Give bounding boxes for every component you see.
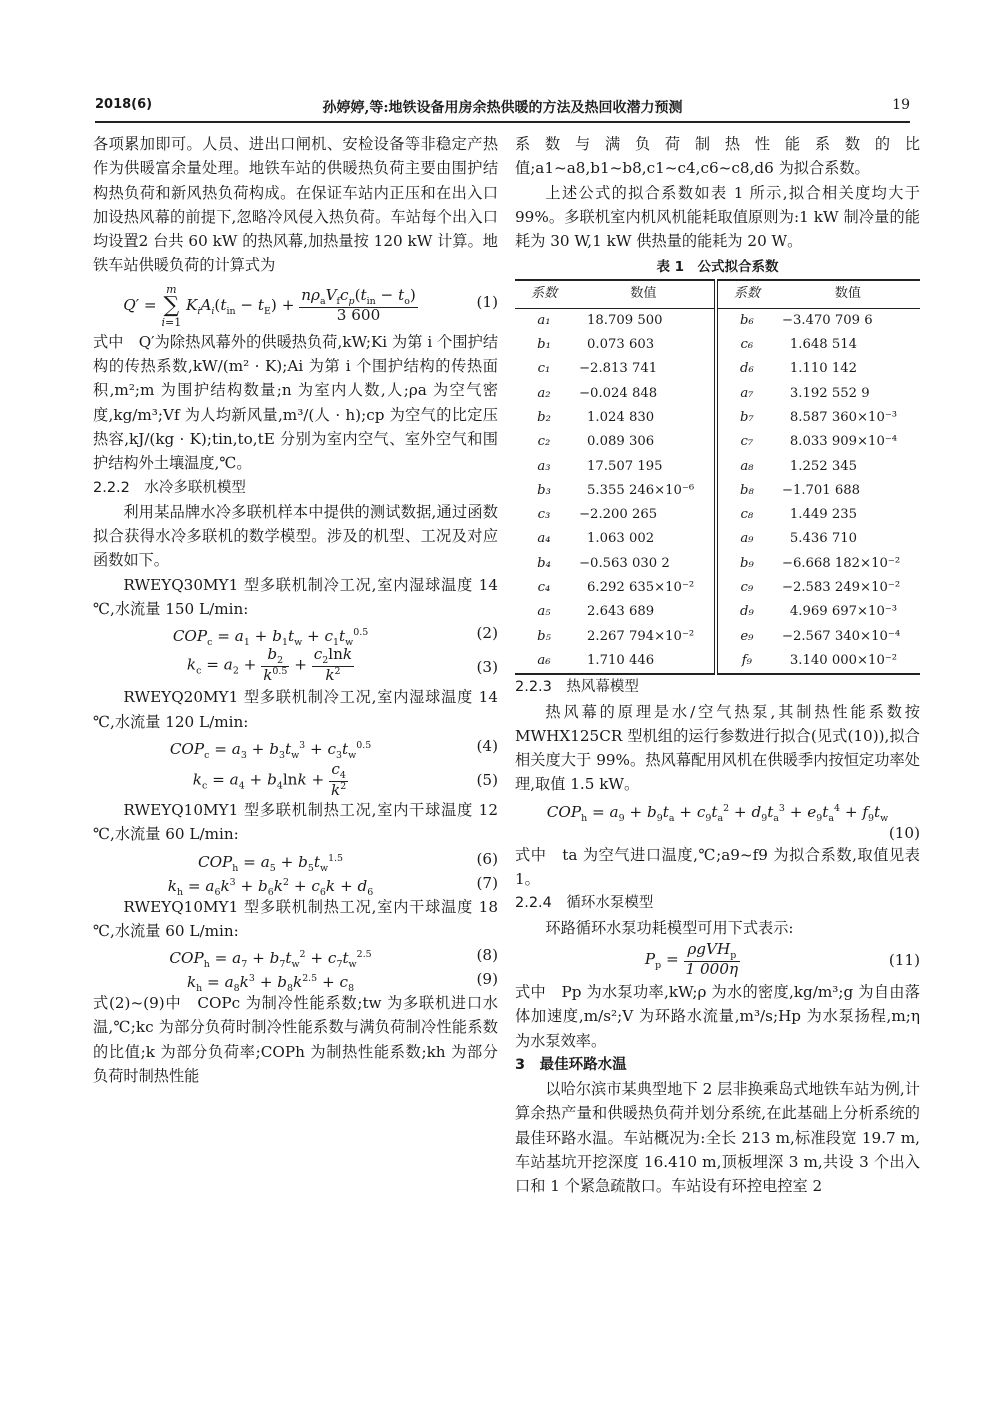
table-row xyxy=(515,600,920,624)
coefficient-value: 2.267 794×10⁻² xyxy=(573,625,716,649)
equation-number: (2) xyxy=(476,624,498,643)
coefficient-symbol: e₉ xyxy=(740,628,754,644)
coefficient-symbol: a₅ xyxy=(537,604,551,620)
coefficient-value: 5.355 246×10⁻⁶ xyxy=(573,479,716,503)
coefficient-value: 1.648 514 xyxy=(789,337,858,353)
coefficient-value: 4.969 697×10⁻³ xyxy=(789,604,898,620)
paragraph: 式(2)~(9)中 COPc 为制冷性能系数;tw 为多联机进口水温,℃;kc 为部分负荷时制冷性能系数与满负荷制冷性能系数的比值;k 为部分负荷率;COPh 为制热性能系数;kh 为部分负荷时制热性能 xyxy=(93,994,498,1086)
paragraph: 系数与满负荷制热性能系数的比值;a1~a8,b1~b8,c1~c4,c6~c8,d6 为拟合系数。 xyxy=(515,135,920,178)
coefficient-value: 1.252 345 xyxy=(789,458,858,474)
coefficient-symbol: a₃ xyxy=(537,458,551,474)
case-description: RWEYQ20MY1 型多联机制冷工况,室内湿球温度 14 ℃,水流量 120 L/min: xyxy=(93,688,498,731)
paragraph: 式中 Pp 为水泵功率,kW;ρ 为水的密度,kg/m³;g 为自由落体加速度,m/s²;V 为环路水流量,m³/s;Hp 为水泵扬程,m;η 为水泵效率。 xyxy=(515,982,920,1050)
coefficient-value: −3.470 709 6 xyxy=(781,312,873,328)
coefficient-symbol: b₂ xyxy=(537,409,551,425)
coefficient-symbol: b₃ xyxy=(537,482,551,498)
section-heading-2-2-4: 2.2.4 循环水泵模型 xyxy=(515,895,654,912)
equation-number: (1) xyxy=(476,292,498,311)
coefficient-symbol: c₄ xyxy=(537,580,551,596)
coefficient-symbol: a₁ xyxy=(537,312,551,328)
running-title: 孙婷婷,等:地铁设备用房余热供暖的方法及热回收潜力预测 xyxy=(322,100,683,116)
coefficient-symbol: c₃ xyxy=(537,507,551,523)
coefficient-symbol: c₁ xyxy=(537,361,551,377)
paragraph: 上述公式的拟合系数如表 1 所示,拟合相关度均大于 99%。多联机室内机风机能耗取值原则为:1 kW 制冷量的能耗为 30 W,1 kW 供热量的能耗为 20 W。 xyxy=(515,183,920,251)
section-heading-2-2-3: 2.2.3 热风幕模型 xyxy=(515,679,639,696)
coefficient-value: −2.200 265 xyxy=(573,503,716,527)
coefficient-value: 5.436 710 xyxy=(789,531,858,547)
coefficient-symbol: c₆ xyxy=(740,337,754,353)
coefficient-value: 3.140 000×10⁻² xyxy=(789,652,898,668)
table-row xyxy=(515,382,920,406)
coefficient-symbol: a₆ xyxy=(537,652,551,668)
equation-8: $COP_h = a_7 + b_7t_w^2 + c_7t_w^{2.5}$ (8) xyxy=(93,943,498,967)
case-description: RWEYQ10MY1 型多联机制热工况,室内干球温度 12 ℃,水流量 60 L/min: xyxy=(93,800,498,844)
coefficient-value: 18.709 500 xyxy=(573,308,716,333)
symbol-definitions: Q′为除热风幕外的供暖热负荷,kW;Ki 为第 i 个围护结构的传热系数,kW/(m² · K);Ai 为第 i 个围护结构的传热面积,m²;m 为围护结构数量;n 为室内人数,人;ρa 为空气密度,kg/m³;Vf 为人均新风量,m³/(人 · h);cp 为空气的比定压热容,kJ/(kg · K);tin,to,tE 分别为室内空气、室外空气和围护结构外土壤温度,℃。 xyxy=(93,332,499,473)
coefficient-value: 1.110 142 xyxy=(789,361,858,377)
coefficient-table xyxy=(515,279,920,675)
table-row xyxy=(515,479,920,503)
table-row xyxy=(515,333,920,357)
coefficient-symbol: c₂ xyxy=(537,434,551,450)
where-lead: 式中 xyxy=(93,332,124,351)
page-number: 19 xyxy=(892,97,910,113)
equation-9: $k_h = a_8k^3 + b_8k^{2.5} + c_8$ (9) xyxy=(93,967,498,991)
eq11-denominator: 1 000η xyxy=(685,959,739,978)
equation-2: $COP_c = a_1 + b_1t_w + c_1t_w^{0.5}$ (2) xyxy=(93,621,498,645)
paragraph: 利用某品牌水冷多联机样本中提供的测试数据,通过函数拟合获得水冷多联机的数学模型。涉及的机型、工况及对应函数如下。 xyxy=(93,502,498,570)
coefficient-value: −1.701 688 xyxy=(781,482,861,498)
table-body xyxy=(515,308,920,674)
table-row xyxy=(515,406,920,430)
paragraph: 式中 ta 为空气进口温度,℃;a9~f9 为拟合系数,取值见表 1。 xyxy=(515,845,920,889)
coefficient-value: 2.643 689 xyxy=(573,600,716,624)
coefficient-value: 6.292 635×10⁻² xyxy=(573,576,716,600)
coefficient-value: −2.813 741 xyxy=(573,357,716,381)
coefficient-symbol: d₉ xyxy=(740,604,754,620)
coefficient-value: 17.507 195 xyxy=(573,455,716,479)
column-header: 系数 xyxy=(515,280,573,308)
equation-number: (10) xyxy=(888,823,920,842)
coefficient-symbol: b₁ xyxy=(537,337,551,353)
column-header: 数值 xyxy=(573,280,716,308)
equation-11: $P_p$ = $\frac{\rho gVH_p}{1 000\eta}$ (11) xyxy=(644,939,920,978)
coefficient-value: 1.024 830 xyxy=(573,406,716,430)
coefficient-value: 3.192 552 9 xyxy=(789,385,870,401)
coefficient-symbol: d₆ xyxy=(740,361,754,377)
coefficient-value: −2.583 249×10⁻² xyxy=(781,580,901,596)
coefficient-symbol: b₅ xyxy=(537,628,551,644)
coefficient-symbol: f₉ xyxy=(741,652,752,668)
section-heading-2-2-2: 2.2.2 水冷多联机模型 xyxy=(93,479,246,496)
paragraph: 各项累加即可。人员、进出口闸机、安检设备等非稳定产热作为供暖富余量处理。地铁车站的供暖热负荷主要由围护结构热负荷和新风热负荷构成。在保证车站内正压和在出入口加设热风幕的前提下,忽略冷风侵入热负荷。车站每个出入口均设置2 台共 60 kW 的热风幕,加热量按 120 kW 计算。地铁车站供暖负荷的计算式为 xyxy=(93,135,498,275)
coefficient-value: −0.563 030 2 xyxy=(573,552,716,576)
coefficient-symbol: b₆ xyxy=(740,312,754,328)
coefficient-symbol: a₉ xyxy=(740,531,754,547)
coefficient-symbol: b₉ xyxy=(740,555,754,571)
coefficient-value: 0.073 603 xyxy=(573,333,716,357)
left-column xyxy=(93,132,498,1088)
paragraph: 热风幕的原理是水/空气热泵,其制热性能系数按 MWHX125CR 型机组的运行参数进行拟合(见式(10)),拟合相关度大于 99%。热风幕配用风机在供暖季内按恒定功率处理,取值 1.5 kW。 xyxy=(515,702,920,794)
right-column xyxy=(515,132,920,1199)
coefficient-symbol: a₂ xyxy=(537,385,551,401)
coefficient-symbol: c₇ xyxy=(740,434,754,450)
equation-6: $COP_h = a_5 + b_5t_w^{1.5}$ (6) xyxy=(93,847,498,871)
section-heading-3: 3 最佳环路水温 xyxy=(515,1056,627,1073)
table-caption: 表 1 公式拟合系数 xyxy=(656,259,779,276)
coefficient-symbol: a₄ xyxy=(537,531,551,547)
coefficient-symbol: b₇ xyxy=(740,409,754,425)
coefficient-value: −2.567 340×10⁻⁴ xyxy=(781,628,901,644)
coefficient-symbol: b₄ xyxy=(537,555,551,571)
equation-number: (11) xyxy=(888,950,920,969)
equation-number: (4) xyxy=(476,736,498,755)
table-row xyxy=(515,357,920,381)
equation-number: (5) xyxy=(476,770,498,789)
table-row xyxy=(515,527,920,551)
equation-1: Q′ = m ∑ i=1 $K_iA_i(t_{in} - t_E)$ + $\frac{n\rho_aV_fc_p(t_{in} - t_o)}{3 600}$ (1) xyxy=(123,282,498,329)
coefficient-symbol: c₉ xyxy=(740,580,754,596)
paragraph: 环路循环水泵功耗模型可用下式表示: xyxy=(545,918,794,937)
case-description: RWEYQ10MY1 型多联机制热工况,室内干球温度 18 ℃,水流量 60 L/min: xyxy=(93,897,498,940)
table-row xyxy=(515,625,920,649)
equation-number: (9) xyxy=(476,970,498,989)
coefficient-symbol: b₈ xyxy=(740,482,754,498)
coefficient-value: 1.710 446 xyxy=(573,649,716,674)
equation-7: $k_h = a_6k^3 + b_6k^2 + c_6k + d_6$ (7) xyxy=(93,871,498,895)
coefficient-value: −0.024 848 xyxy=(573,382,716,406)
coefficient-value: 1.449 235 xyxy=(789,507,858,523)
paragraph xyxy=(93,330,498,476)
table-row xyxy=(515,503,920,527)
page-header xyxy=(95,97,910,119)
coefficient-value: 8.033 909×10⁻⁴ xyxy=(789,434,898,450)
table-row xyxy=(515,649,920,674)
case-description: RWEYQ30MY1 型多联机制冷工况,室内湿球温度 14 ℃,水流量 150 L/min: xyxy=(93,575,498,619)
coefficient-symbol: c₈ xyxy=(740,507,754,523)
equation-number: (3) xyxy=(476,658,498,677)
equation-number: (8) xyxy=(476,946,498,965)
equation-number: (7) xyxy=(476,873,498,892)
header-rule xyxy=(95,121,910,123)
equation-10: $COP_h = a_9 + b_9t_a + c_9t_a^2 + d_9t_a^3 + e_9t_a^4 + f_9t_w$ xyxy=(546,802,889,824)
coefficient-symbol: a₇ xyxy=(740,385,754,401)
eq1-denominator: 3 600 xyxy=(336,305,381,324)
table-header-row xyxy=(515,280,920,308)
column-header: 系数 xyxy=(716,280,776,308)
equation-5: $k_c = a_4 + b_4\ln k$ + $\frac{c_4}{k^2}$ (5) xyxy=(192,759,498,799)
table-row xyxy=(515,430,920,454)
issue-label: 2018(6) xyxy=(95,97,153,112)
table-row xyxy=(515,552,920,576)
equation-4: $COP_c = a_3 + b_3t_w^3 + c_3t_w^{0.5}$ (4) xyxy=(93,734,498,758)
coefficient-value: −6.668 182×10⁻² xyxy=(781,555,901,571)
equation-3: $k_c = a_2$ + $\frac{b_2}{k^{0.5}}$ + $\frac{c_2\ln k}{k^2}$ (3) xyxy=(186,645,498,685)
coefficient-value: 8.587 360×10⁻³ xyxy=(789,409,898,425)
table-row xyxy=(515,576,920,600)
column-header: 数值 xyxy=(776,280,920,308)
coefficient-symbol: a₈ xyxy=(740,458,754,474)
coefficient-value: 0.089 306 xyxy=(573,430,716,454)
coefficient-value: 1.063 002 xyxy=(573,527,716,551)
table-row xyxy=(515,308,920,333)
paragraph: 以哈尔滨市某典型地下 2 层非换乘岛式地铁车站为例,计算余热产量和供暖热负荷并划分系统,在此基础上分析系统的最佳环路水温。车站概况为:全长 213 m,标准段宽 19.7 m,车站基坑开挖深度 16.410 m,顶板埋深 3 m,共设 3 个出入口和 1 个紧急疏散口。车站设有环控电控室 2 xyxy=(515,1080,920,1196)
table-row xyxy=(515,455,920,479)
equation-number: (6) xyxy=(476,849,498,868)
